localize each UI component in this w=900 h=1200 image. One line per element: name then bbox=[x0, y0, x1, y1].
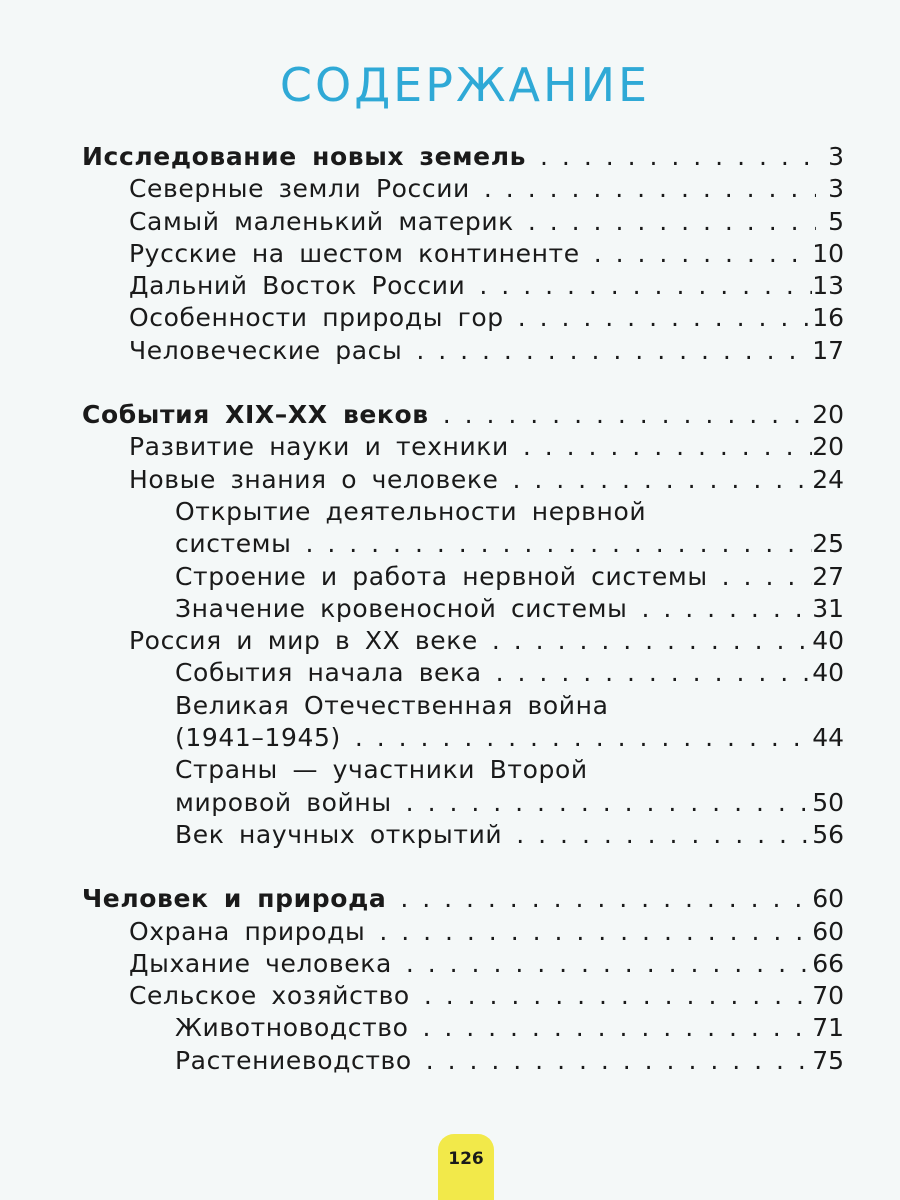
toc-entry-page: 27 bbox=[812, 561, 844, 591]
page-number-badge: 126 bbox=[438, 1134, 494, 1184]
toc-entry-page: 66 bbox=[812, 948, 844, 978]
dot-leader bbox=[479, 270, 812, 302]
toc-entry[interactable] bbox=[82, 302, 844, 334]
toc-entry-page: 75 bbox=[812, 1045, 844, 1075]
toc-entry-title: Новые знания о человеке bbox=[129, 464, 499, 494]
toc-entry-first-line[interactable]: Открытие деятельности нервной bbox=[175, 496, 647, 526]
dot-leader bbox=[496, 657, 813, 689]
toc-entry-title: Дальний Восток России bbox=[129, 271, 466, 301]
toc-entry-title: Значение кровеносной системы bbox=[175, 593, 628, 623]
dot-leader bbox=[484, 173, 816, 205]
dot-leader bbox=[513, 464, 813, 496]
toc-entry[interactable] bbox=[82, 206, 844, 238]
toc-entry-page: 60 bbox=[812, 916, 844, 946]
section-spacer bbox=[82, 851, 844, 883]
toc-entry-title: Строение и работа нервной системы bbox=[175, 561, 708, 591]
toc-entry-title: Россия и мир в XX веке bbox=[129, 626, 478, 656]
dot-leader bbox=[518, 302, 812, 334]
dot-leader bbox=[355, 722, 812, 754]
toc-entry-title: Век научных открытий bbox=[175, 819, 503, 849]
toc-entry-page: 10 bbox=[812, 238, 844, 268]
dot-leader bbox=[722, 561, 813, 593]
toc-entry-first-line[interactable]: Великая Отечественная война bbox=[175, 690, 609, 720]
toc-entry[interactable] bbox=[82, 657, 844, 689]
toc-entry-page: 3 bbox=[828, 142, 844, 171]
toc-entry[interactable] bbox=[82, 916, 844, 948]
toc-entry-page: 3 bbox=[828, 174, 844, 204]
dot-leader bbox=[305, 528, 812, 560]
toc-entry[interactable] bbox=[82, 1012, 844, 1044]
toc-entry-page: 13 bbox=[812, 271, 844, 301]
dot-leader bbox=[641, 593, 812, 625]
toc-entry-title: Охрана природы bbox=[129, 916, 366, 946]
toc-entry-page: 24 bbox=[812, 464, 844, 494]
toc-entry-title: Сельское хозяйство bbox=[129, 981, 410, 1011]
table-of-contents bbox=[82, 141, 844, 1077]
toc-entry-title: Дыхание человека bbox=[129, 948, 392, 978]
toc-entry-page: 40 bbox=[812, 626, 844, 656]
toc-entry[interactable] bbox=[82, 335, 844, 367]
toc-entry[interactable] bbox=[82, 948, 844, 980]
toc-entry-page: 56 bbox=[812, 819, 844, 849]
dot-leader bbox=[400, 883, 812, 915]
toc-entry-page: 20 bbox=[812, 432, 844, 462]
toc-entry-title: (1941–1945) bbox=[175, 723, 341, 753]
toc-entry-title: системы bbox=[175, 529, 292, 559]
toc-entry[interactable] bbox=[82, 787, 844, 819]
dot-leader bbox=[528, 206, 816, 238]
toc-section-heading[interactable] bbox=[82, 883, 844, 915]
section-spacer bbox=[82, 367, 844, 399]
toc-entry[interactable] bbox=[82, 593, 844, 625]
toc-entry-title: События XIX–XX веков bbox=[82, 400, 429, 430]
toc-entry-title: Северные земли России bbox=[129, 174, 470, 204]
toc-entry[interactable] bbox=[82, 464, 844, 496]
toc-entry-page: 16 bbox=[812, 303, 844, 333]
dot-leader bbox=[492, 625, 812, 657]
dot-leader bbox=[424, 980, 812, 1012]
toc-entry-page: 70 bbox=[812, 981, 844, 1011]
toc-entry-title: Растениеводство bbox=[175, 1045, 412, 1075]
toc-entry[interactable] bbox=[82, 819, 844, 851]
dot-leader bbox=[416, 335, 812, 367]
toc-entry-first-line[interactable]: Страны — участники Второй bbox=[175, 755, 588, 785]
toc-entry-page: 40 bbox=[812, 658, 844, 688]
dot-leader bbox=[443, 399, 812, 431]
toc-entry-title: Животноводство bbox=[175, 1013, 409, 1043]
toc-entry-page: 60 bbox=[812, 884, 844, 914]
dot-leader bbox=[516, 819, 812, 851]
toc-entry[interactable] bbox=[82, 173, 844, 205]
dot-leader bbox=[594, 238, 813, 270]
page-title: СОДЕРЖАНИЕ bbox=[279, 58, 651, 112]
toc-section-heading[interactable] bbox=[82, 399, 844, 431]
toc-entry[interactable] bbox=[82, 561, 844, 593]
dot-leader bbox=[422, 1012, 812, 1044]
toc-entry[interactable] bbox=[82, 980, 844, 1012]
toc-entry-title: Исследование новых земель bbox=[82, 142, 527, 171]
toc-entry-page: 20 bbox=[812, 400, 844, 430]
toc-entry-title: Самый маленький материк bbox=[129, 206, 514, 236]
toc-entry-title: Человеческие расы bbox=[129, 335, 403, 365]
toc-entry[interactable] bbox=[82, 270, 844, 302]
toc-entry-page: 71 bbox=[812, 1013, 844, 1043]
toc-entry[interactable] bbox=[82, 238, 844, 270]
toc-entry-title: Развитие науки и техники bbox=[129, 432, 509, 462]
toc-entry-page: 50 bbox=[812, 787, 844, 817]
toc-entry-title: Особенности природы гор bbox=[129, 303, 504, 333]
toc-entry-page: 5 bbox=[828, 206, 844, 236]
dot-leader bbox=[540, 141, 816, 173]
toc-entry[interactable] bbox=[82, 722, 844, 754]
dot-leader bbox=[406, 948, 812, 980]
toc-entry-page: 17 bbox=[812, 335, 844, 365]
dot-leader bbox=[406, 787, 813, 819]
toc-entry-title: Русские на шестом континенте bbox=[129, 238, 580, 268]
toc-section-heading[interactable] bbox=[82, 141, 844, 173]
toc-entry-title: События начала века bbox=[175, 658, 482, 688]
toc-entry[interactable] bbox=[82, 431, 844, 463]
toc-entry-page: 25 bbox=[812, 529, 844, 559]
dot-leader bbox=[379, 916, 812, 948]
dot-leader bbox=[523, 431, 812, 463]
dot-leader bbox=[426, 1045, 812, 1077]
toc-entry[interactable] bbox=[82, 1045, 844, 1077]
toc-entry-title: мировой войны bbox=[175, 787, 392, 817]
toc-entry-title: Человек и природа bbox=[82, 884, 387, 914]
toc-entry-page: 44 bbox=[812, 723, 844, 753]
toc-entry[interactable] bbox=[82, 528, 844, 560]
toc-entry[interactable] bbox=[82, 625, 844, 657]
toc-entry-page: 31 bbox=[812, 593, 844, 623]
